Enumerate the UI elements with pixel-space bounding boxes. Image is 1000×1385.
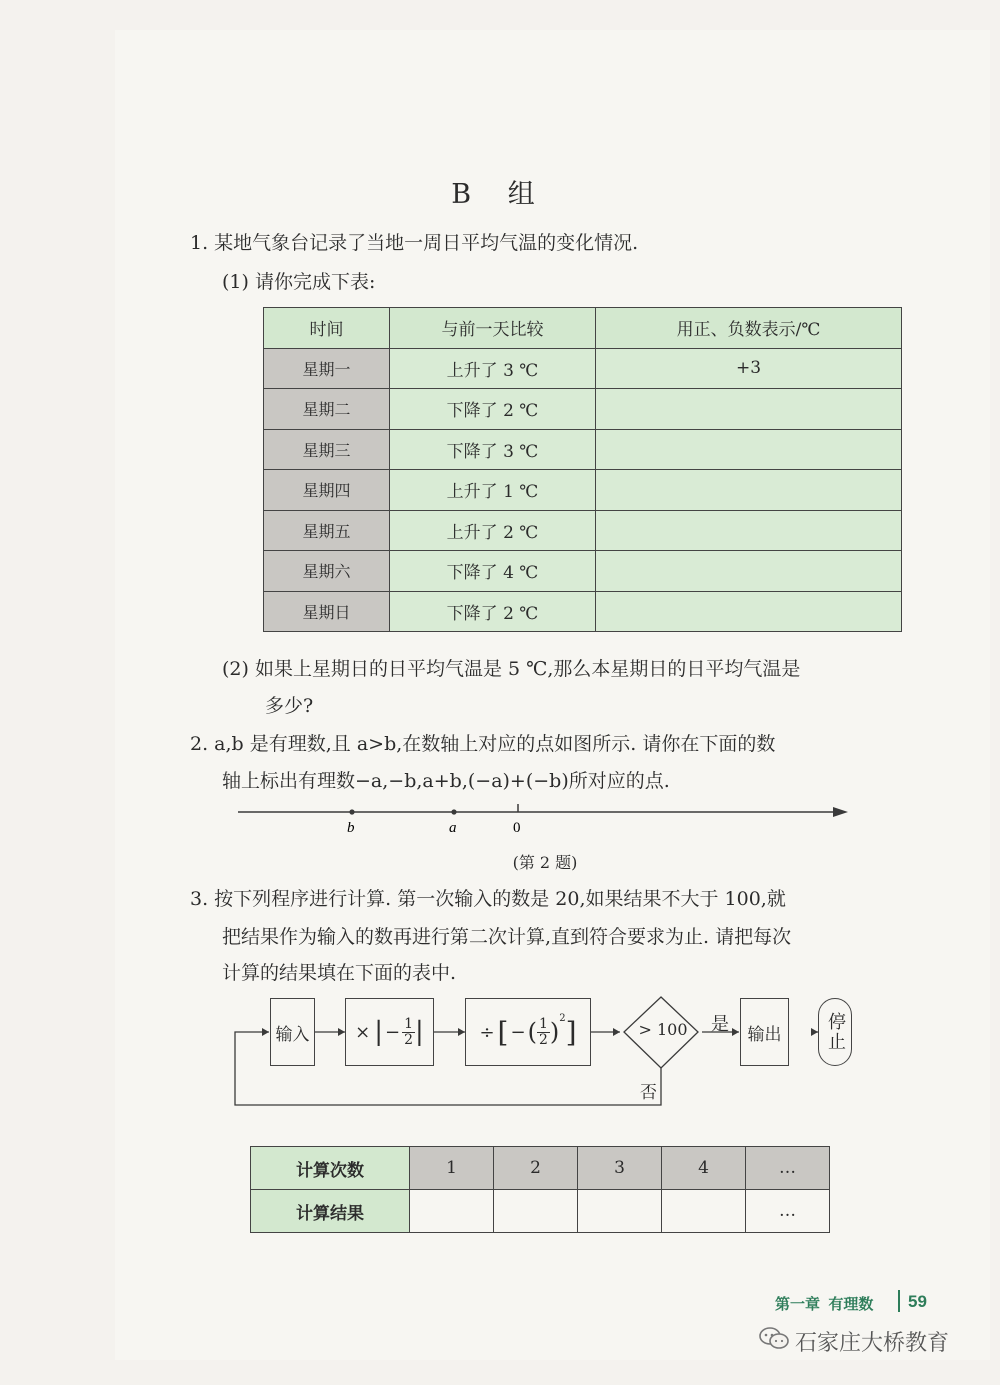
table-cell-compare: 上升了 1 ℃ bbox=[390, 470, 596, 511]
table-cell-day: 星期一 bbox=[264, 348, 390, 389]
flow-divide-box bbox=[465, 998, 591, 1066]
label-a: a bbox=[449, 820, 457, 836]
flow-input-box: 输入 bbox=[270, 998, 315, 1066]
count-cell: 1 bbox=[410, 1147, 494, 1190]
table-cell-day: 星期三 bbox=[264, 429, 390, 470]
count-cell: 4 bbox=[662, 1147, 746, 1190]
table-cell-answer bbox=[596, 551, 902, 592]
header-time: 时间 bbox=[264, 308, 390, 349]
table-cell-compare: 上升了 2 ℃ bbox=[390, 510, 596, 551]
fraction-numerator: 1 bbox=[404, 1015, 414, 1032]
chapter-label: 第一章 有理数 bbox=[775, 1296, 874, 1313]
page-number: 59 bbox=[908, 1292, 927, 1311]
row-label-count: 计算次数 bbox=[251, 1147, 410, 1190]
point-a bbox=[451, 809, 456, 814]
count-cell: 3 bbox=[578, 1147, 662, 1190]
flow-stop-terminal: 停止 bbox=[818, 998, 852, 1066]
table-cell-compare: 下降了 2 ℃ bbox=[390, 389, 596, 430]
table-cell-compare: 下降了 4 ℃ bbox=[390, 551, 596, 592]
minus-sign: − bbox=[385, 1021, 401, 1043]
table-cell-day: 星期五 bbox=[264, 510, 390, 551]
count-cell: … bbox=[746, 1147, 830, 1190]
fraction-half bbox=[402, 1017, 415, 1048]
result-cell bbox=[662, 1190, 746, 1233]
question-1-text: 1. 某地气象台记录了当地一周日平均气温的变化情况. bbox=[190, 232, 639, 254]
watermark-text: 石家庄大桥教育 bbox=[795, 1331, 950, 1356]
flow-multiply-box bbox=[345, 998, 434, 1066]
question-3-line-3: 计算的结果填在下面的表中. bbox=[222, 962, 457, 984]
divide-sign: ÷ bbox=[479, 1021, 495, 1043]
table-cell-answer bbox=[596, 470, 902, 511]
footer-divider bbox=[898, 1290, 900, 1312]
wechat-icon bbox=[758, 1325, 790, 1351]
table-cell-compare: 下降了 2 ℃ bbox=[390, 591, 596, 632]
fraction-denominator: 2 bbox=[404, 1031, 414, 1048]
yes-label: 是 bbox=[711, 1014, 729, 1035]
table-cell-day: 星期二 bbox=[264, 389, 390, 430]
table-cell-day: 星期六 bbox=[264, 551, 390, 592]
table-cell-compare: 下降了 3 ℃ bbox=[390, 429, 596, 470]
fraction-numerator: 1 bbox=[538, 1015, 548, 1032]
section-title: B 组 bbox=[451, 179, 549, 210]
table-cell-compare: 上升了 3 ℃ bbox=[390, 348, 596, 389]
temperature-table bbox=[263, 307, 902, 632]
table-cell-day: 星期四 bbox=[264, 470, 390, 511]
question-1-part-2-line-1: (2) 如果上星期日的日平均气温是 5 ℃,那么本星期日的日平均气温是 bbox=[222, 658, 801, 680]
figure-caption: (第 2 题) bbox=[512, 853, 578, 872]
flow-output-box: 输出 bbox=[740, 998, 789, 1066]
bracket-right: ] bbox=[565, 1015, 577, 1049]
question-1-part-1: (1) 请你完成下表: bbox=[222, 271, 376, 293]
times-sign: × bbox=[355, 1021, 371, 1043]
question-3-line-2: 把结果作为输入的数再进行第二次计算,直到符合要求为止. 请把每次 bbox=[222, 926, 792, 948]
row-label-result: 计算结果 bbox=[251, 1190, 410, 1233]
question-2-line-1: 2. a,b 是有理数,且 a>b,在数轴上对应的点如图所示. 请你在下面的数 bbox=[190, 733, 776, 755]
decision-label: > 100 bbox=[638, 1020, 688, 1039]
result-cell: … bbox=[746, 1190, 830, 1233]
label-zero: 0 bbox=[513, 820, 521, 836]
no-label: 否 bbox=[640, 1083, 657, 1103]
table-cell-answer bbox=[596, 429, 902, 470]
result-cell bbox=[410, 1190, 494, 1233]
question-3-line-1: 3. 按下列程序进行计算. 第一次输入的数是 20,如果结果不大于 100,就 bbox=[190, 888, 786, 910]
exponent: 2 bbox=[559, 1013, 566, 1024]
minus-sign: − bbox=[510, 1021, 526, 1043]
arrow-head-icon bbox=[833, 807, 848, 817]
table-cell-answer bbox=[596, 510, 902, 551]
table-cell-day: 星期日 bbox=[264, 591, 390, 632]
abs-bar-right: | bbox=[415, 1017, 424, 1047]
paren-right: ) bbox=[549, 1018, 560, 1046]
header-compare: 与前一天比较 bbox=[390, 308, 596, 349]
question-1-part-2-line-2: 多少? bbox=[265, 695, 314, 717]
table-cell-answer: +3 bbox=[596, 348, 902, 389]
table-cell-answer bbox=[596, 389, 902, 430]
table-cell-answer bbox=[596, 591, 902, 632]
number-line bbox=[230, 800, 860, 845]
fraction-denominator: 2 bbox=[538, 1031, 548, 1048]
paren-left: ( bbox=[527, 1018, 537, 1046]
bracket-left: [ bbox=[497, 1015, 509, 1049]
result-cell bbox=[494, 1190, 578, 1233]
question-2-line-2: 轴上标出有理数−a,−b,a+b,(−a)+(−b)所对应的点. bbox=[222, 770, 670, 792]
calculation-table bbox=[250, 1146, 830, 1233]
header-signed: 用正、负数表示/℃ bbox=[596, 308, 902, 349]
result-cell bbox=[578, 1190, 662, 1233]
fraction-half bbox=[537, 1017, 550, 1048]
label-b: b bbox=[347, 820, 355, 836]
abs-bar-left: | bbox=[374, 1017, 384, 1047]
point-b bbox=[349, 809, 354, 814]
count-cell: 2 bbox=[494, 1147, 578, 1190]
